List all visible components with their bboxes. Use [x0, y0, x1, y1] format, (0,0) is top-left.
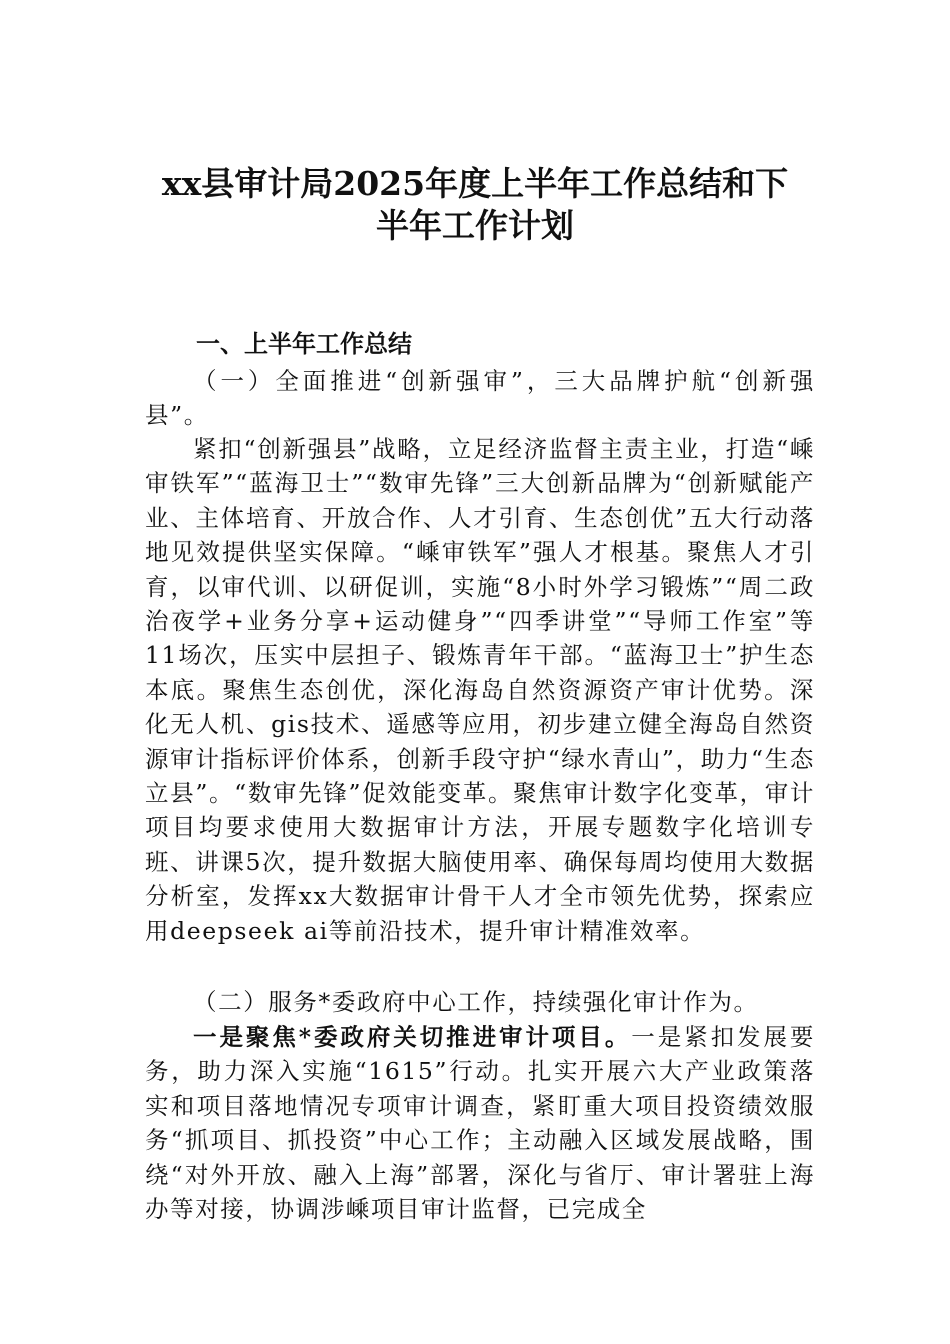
- subsection-heading-2: （二）服务*委政府中心工作，持续强化审计作为。: [193, 988, 759, 1016]
- body-paragraph-1: 紧扣“创新强县”战略，立足经济监督主责主业，打造“嵊审铁军”“蓝海卫士”“数审先锋”三大创新品牌为“创新赋能产业、主体培育、开放合作、人才引育、生态创优”五大行动落地见效提供坚实保障。“嵊审铁军”强人才根基。聚焦人才引育，以审代训、以研促训，实施“8小时外学习锻炼”“周二政治夜学+业务分享+运动健身”“四季讲堂”“导师工作室”等11场次，压实中层担子、锻炼青年干部。“蓝海卫士”护生态本底。聚焦生态创优，深化海岛自然资源资产审计优势。深化无人机、gis技术、遥感等应用，初步建立健全海岛自然资源审计指标评价体系，创新手段守护“绿水青山”，助力“生态立县”。“数审先锋”促效能变革。聚焦审计数字化变革，审计项目均要求使用大数据审计方法，开展专题数字化培训专班、讲课5次，提升数据大脑使用率、确保每周均使用大数据分析室，发挥xx大数据审计骨干人才全市领先优势，探索应用deepseek ai等前沿技术，提升审计精准效率。: [145, 435, 815, 945]
- paragraph-text: 一是紧扣发展要务，助力深入实施“1615”行动。扎实开展六大产业政策落实和项目落地情况专项审计调查，紧盯重大项目投资绩效服务“抓项目、抓投资”中心工作；主动融入区域发展战略，围绕“对外开放、融入上海”部署，深化与省厅、审计署驻上海办等对接，协调涉嵊项目审计监督，已完成全: [145, 1023, 815, 1224]
- subsection-heading-1: （一）全面推进“创新强审”，三大品牌护航“创新强县”。: [145, 367, 815, 430]
- document-title-line-1: xx县审计局2025年度上半年工作总结和下: [161, 164, 789, 203]
- document-title-line-2: 半年工作计划: [376, 206, 574, 245]
- section-heading: 一、上半年工作总结: [196, 330, 412, 358]
- paragraph-lead-text: 一是聚焦*委政府关切推进审计项目。: [193, 1023, 632, 1051]
- body-paragraph-2: [145, 1020, 815, 1226]
